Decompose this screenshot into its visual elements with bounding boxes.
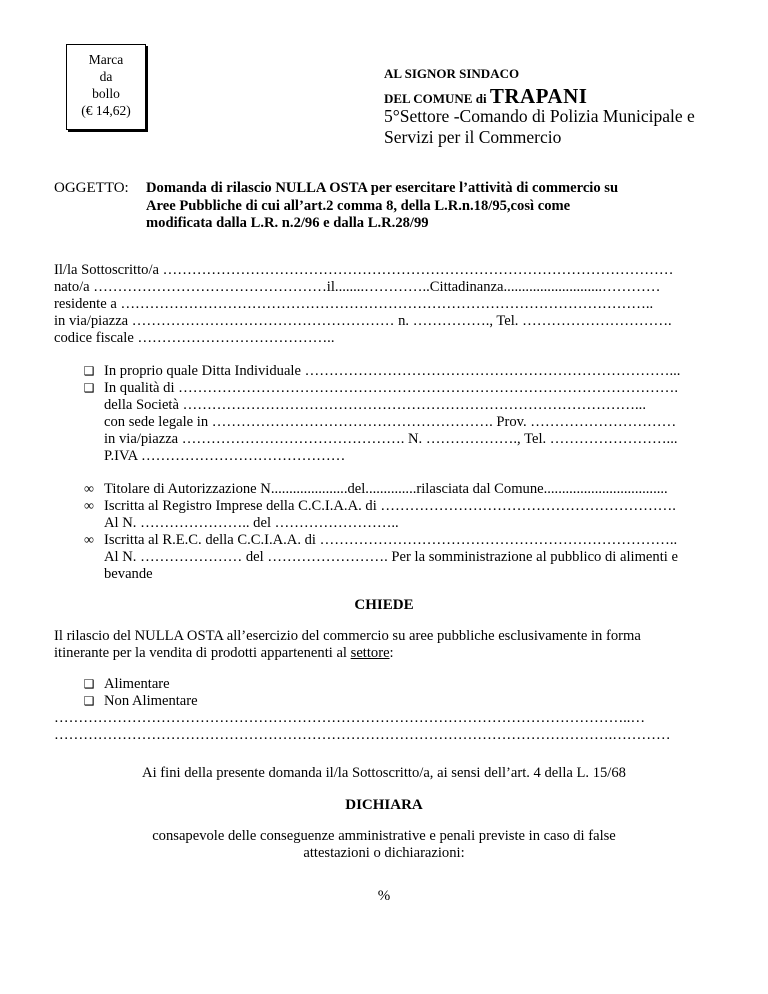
infinity-bullet-icon: ∞ (84, 482, 94, 497)
footer-mark: % (377, 888, 391, 904)
authorization-field[interactable]: Titolare di Autorizzazione N.....................del..............rilasciata dal Comune.................................. (104, 481, 668, 497)
addressee-city: TRAPANI (489, 84, 588, 108)
checkbox-icon[interactable]: ❑ (83, 694, 95, 708)
stamp-line: bollo (92, 86, 120, 101)
birth-citizenship-field[interactable]: nato/a …………………………………………il........…………..Cittadinanza...........................………… (54, 279, 661, 295)
company-address-field[interactable]: in via/piazza ………………………………………. N. ………………., Tel. ……………………... (104, 431, 678, 447)
subject-label: OGGETTO: (54, 180, 129, 196)
declare-heading: DICHIARA (345, 797, 423, 813)
free-text-line[interactable]: ………………………………………………………………………………………………………..… (54, 710, 646, 726)
addressee-line-1: AL SIGNOR SINDACO (384, 66, 520, 81)
company-role-option: In qualità di …………………………………………………………………………………………. (104, 380, 679, 396)
tax-code-field[interactable]: codice fiscale ………………………………….. (54, 330, 335, 346)
request-heading: CHIEDE (354, 597, 414, 613)
department-line: Servizi per il Commercio (384, 127, 562, 147)
stamp-line: (€ 14,62) (81, 103, 131, 118)
infinity-bullet-icon: ∞ (84, 533, 94, 548)
subject-line: Domanda di rilascio NULLA OSTA per esercitare l’attività di commercio su (146, 180, 619, 196)
revenue-stamp-box (66, 44, 146, 130)
business-register-number-field[interactable]: Al N. ………………….. del …………………….. (104, 515, 399, 531)
checkbox-icon[interactable]: ❑ (83, 677, 95, 691)
business-register-field[interactable]: Iscritta al Registro Imprese della C.C.I.A.A. di ……………………………………………………. (104, 498, 676, 514)
checkbox-icon[interactable]: ❑ (83, 364, 95, 378)
request-text-prefix: itinerante per la vendita di prodotti appartenenti al (54, 645, 351, 661)
request-text-suffix: : (389, 645, 394, 661)
residence-field[interactable]: residente a ……………………………………………………………………………………………….. (54, 296, 654, 312)
stamp-line: da (99, 69, 113, 84)
request-text-line: Il rilascio del NULLA OSTA all’esercizio del commercio su aree pubbliche esclusivamente in forma (54, 628, 641, 644)
company-name-field[interactable]: della Società …………………………………………………………………………………... (104, 397, 646, 413)
vat-number-field[interactable]: P.IVA …………………………………… (104, 448, 346, 464)
addressee-comune: DEL COMUNE di (384, 91, 490, 106)
declare-text-line: consapevole delle conseguenze amministrative e penali previste in caso di false (152, 828, 616, 844)
rec-continuation: bevande (104, 566, 153, 582)
registered-office-field[interactable]: con sede legale in …………………………………………………. Prov. ………………………… (104, 414, 677, 430)
subject-text (146, 180, 706, 233)
subject-line: Aree Pubbliche di cui all’art.2 comma 8, della L.R.n.18/95,così come (146, 197, 571, 214)
applicant-name-field[interactable]: Il/la Sottoscritto/a …………………………………………………………………………………………… (54, 262, 674, 278)
free-text-line[interactable]: …………………………………………………………………………………………………….………… (54, 727, 671, 743)
rec-register-field[interactable]: Iscritta al R.E.C. della C.C.I.A.A. di ……………………………………………………………….. (104, 532, 678, 548)
checkbox-icon[interactable]: ❑ (83, 381, 95, 395)
department-line: 5°Settore -Comando di Polizia Municipale e (384, 106, 695, 126)
sector-option-non-food: Non Alimentare (104, 693, 198, 709)
rec-number-field[interactable]: Al N. ………………… del ……………………. Per la somministrazione al pubblico di alimenti e (104, 549, 678, 565)
addressee-department (384, 106, 724, 148)
purpose-statement: Ai fini della presente domanda il/la Sottoscritto/a, ai sensi dell’art. 4 della L. 15/68 (142, 765, 626, 781)
address-phone-field[interactable]: in via/piazza ……………………………………………… n. ……………., Tel. …………………………. (54, 313, 672, 329)
infinity-bullet-icon: ∞ (84, 499, 94, 514)
subject-line: modificata dalla L.R. n.2/96 e dalla L.R.28/99 (146, 215, 429, 231)
stamp-line: Marca (88, 52, 124, 67)
sector-option-food: Alimentare (104, 676, 170, 692)
sole-proprietor-option: In proprio quale Ditta Individuale …………………………………………………………………... (104, 363, 681, 379)
request-text-line (54, 645, 714, 662)
sector-underlined: settore (350, 645, 390, 661)
declare-text-line: attestazioni o dichiarazioni: (303, 845, 465, 861)
